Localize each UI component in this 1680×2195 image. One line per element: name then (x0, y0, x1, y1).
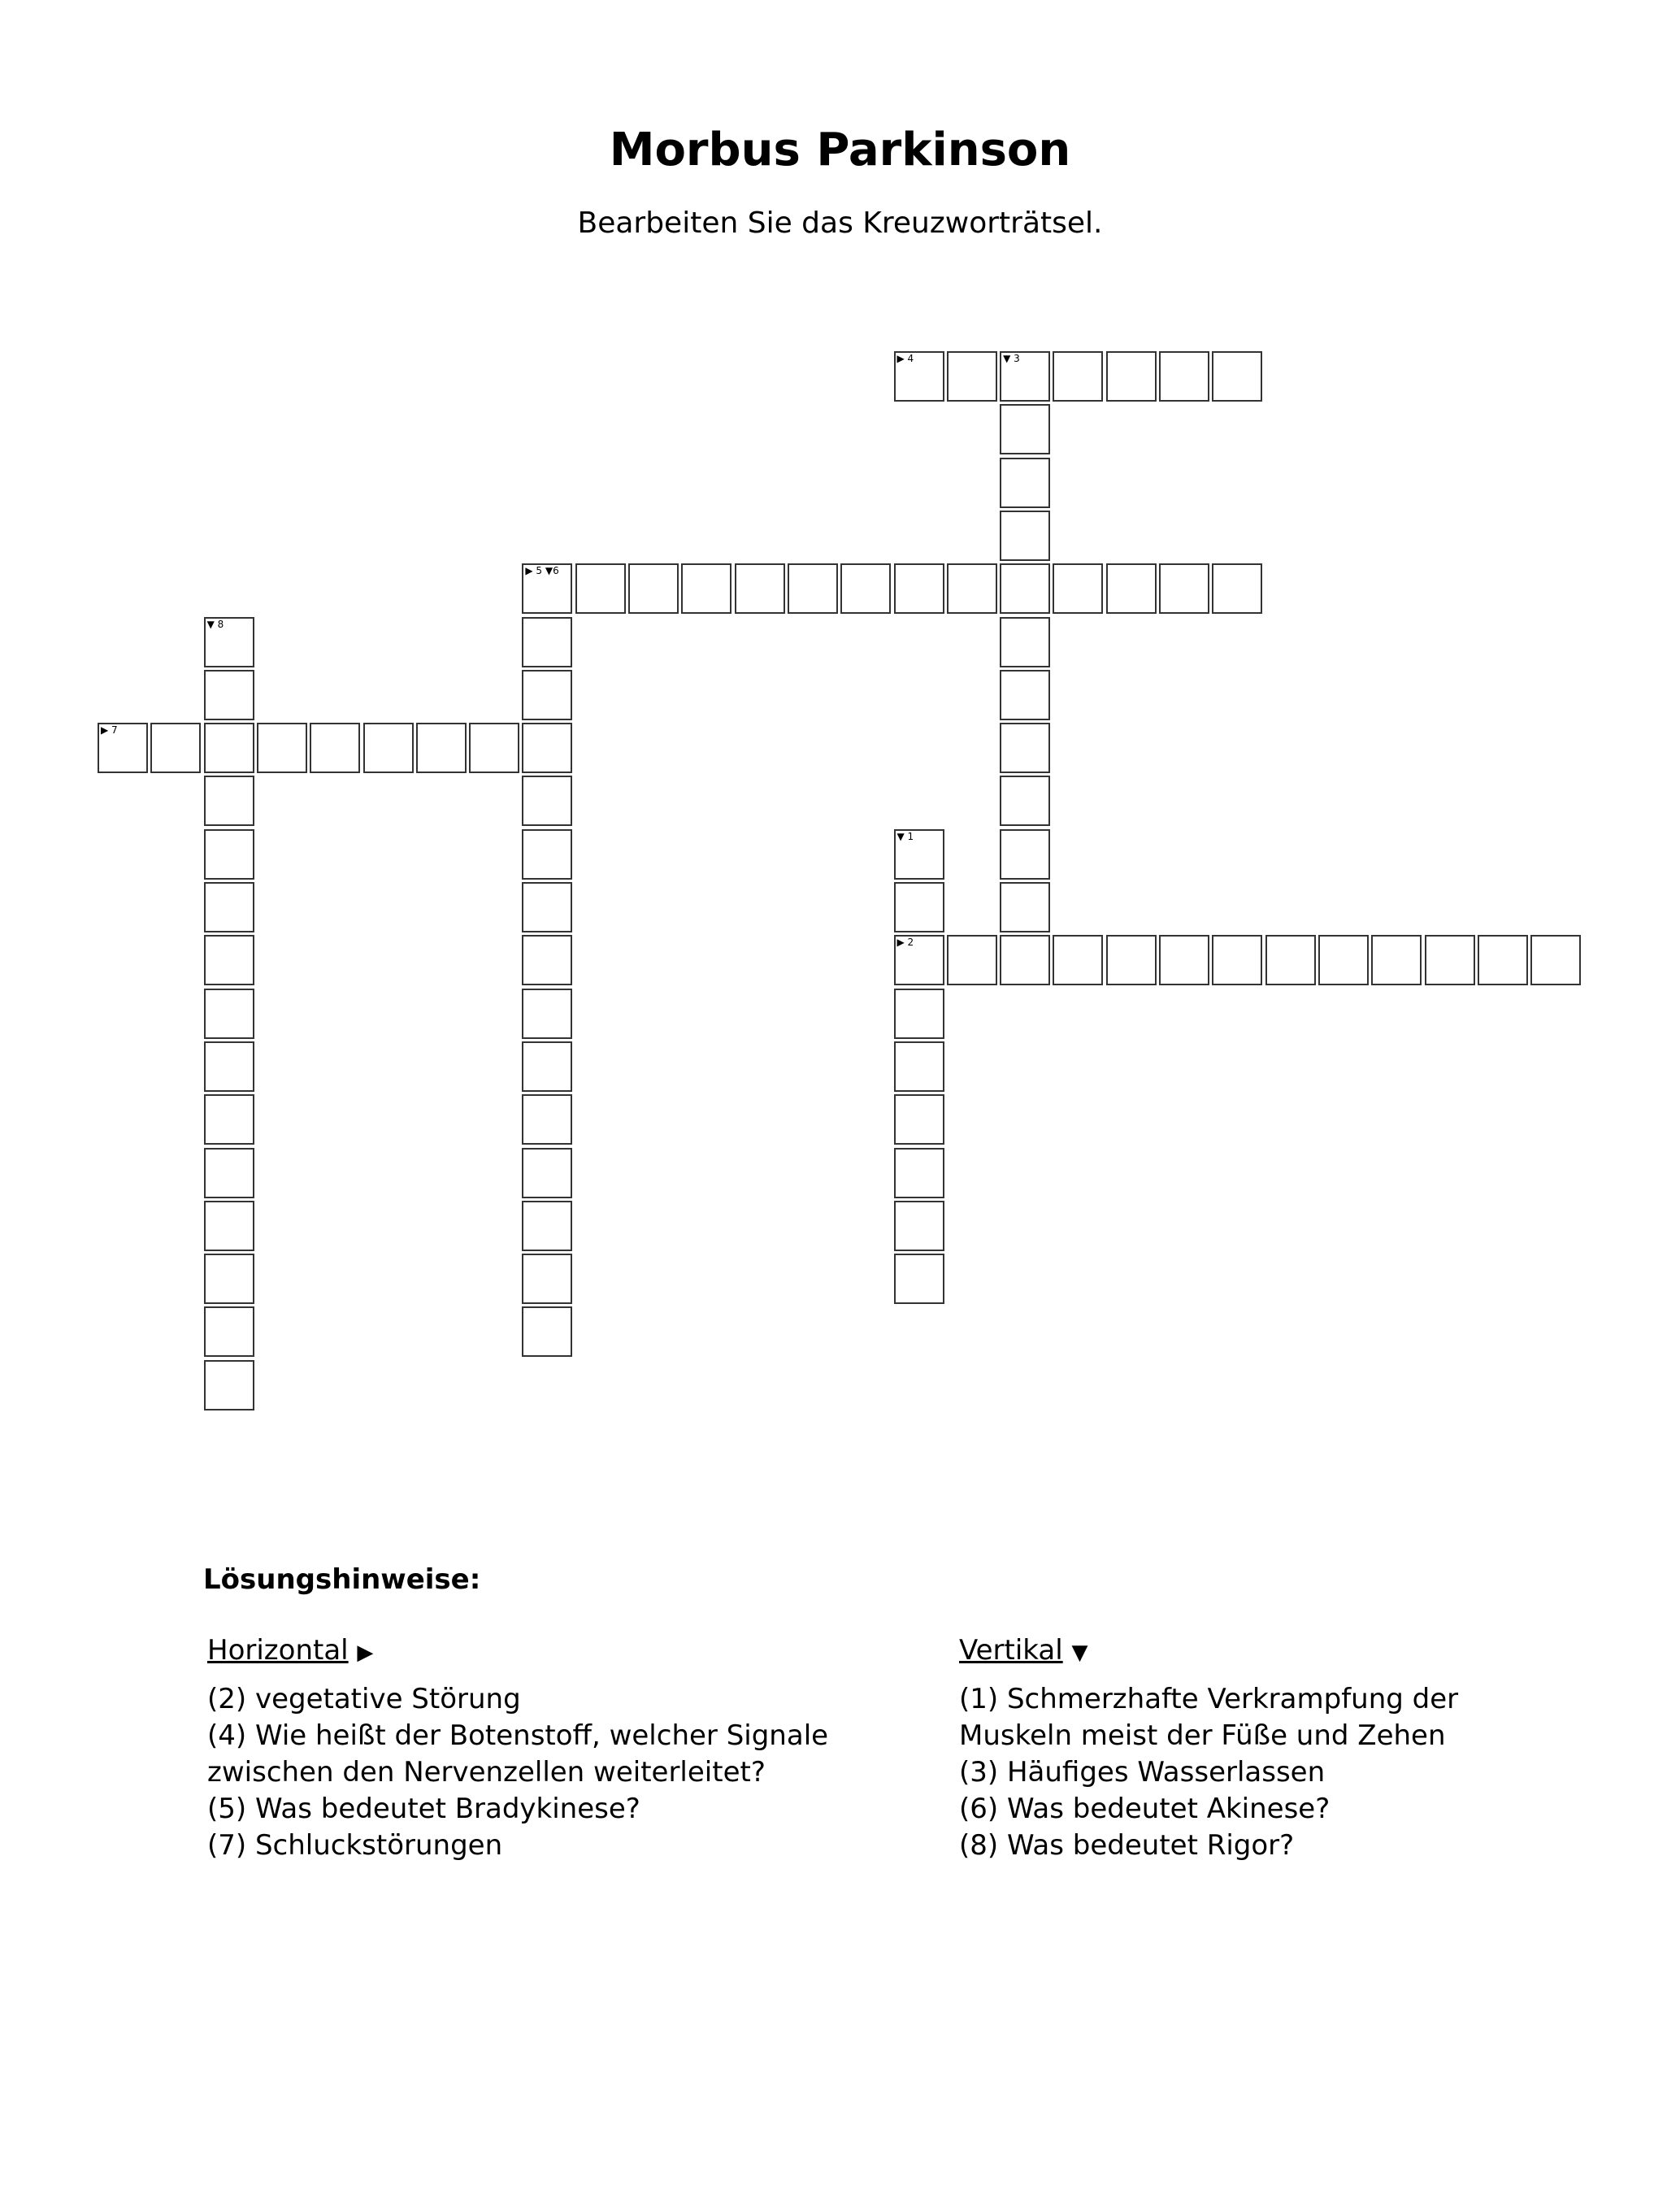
crossword-cell[interactable] (204, 617, 254, 667)
crossword-cell[interactable] (522, 563, 572, 614)
crossword-cell[interactable] (1265, 935, 1316, 985)
clue-number: ▼ 1 (896, 830, 914, 842)
crossword-cell[interactable] (1212, 563, 1262, 614)
crossword-cell[interactable] (204, 1041, 254, 1092)
crossword-cell[interactable] (1212, 351, 1262, 402)
crossword-cell[interactable] (204, 1094, 254, 1145)
crossword-cell[interactable] (257, 723, 307, 773)
crossword-cell[interactable] (1530, 935, 1581, 985)
crossword-cell[interactable] (204, 1201, 254, 1251)
down-arrow-icon: ▼ (1071, 1641, 1088, 1665)
crossword-cell[interactable] (1159, 563, 1209, 614)
crossword-cell[interactable] (522, 617, 572, 667)
crossword-cell[interactable] (204, 1360, 254, 1410)
crossword-cell[interactable] (469, 723, 519, 773)
crossword-cell[interactable] (98, 723, 148, 773)
crossword-cell[interactable] (1318, 935, 1369, 985)
crossword-cell[interactable] (894, 351, 944, 402)
clue-item: (5) Was bedeutet Bradykinese? (207, 1793, 640, 1825)
crossword-cell[interactable] (894, 882, 944, 932)
crossword-cell[interactable] (204, 935, 254, 985)
crossword-cell[interactable] (522, 1306, 572, 1357)
crossword-cell[interactable] (204, 829, 254, 880)
clue-item: (2) vegetative Störung (207, 1683, 521, 1715)
crossword-cell[interactable] (1053, 935, 1103, 985)
crossword-cell[interactable] (522, 776, 572, 826)
horizontal-heading (207, 1632, 906, 1671)
crossword-cell[interactable] (681, 563, 731, 614)
crossword-cell[interactable] (1000, 829, 1050, 880)
crossword-cell[interactable] (204, 1306, 254, 1357)
crossword-cell[interactable] (1106, 563, 1157, 614)
crossword-cell[interactable] (575, 563, 626, 614)
crossword-cell[interactable] (1053, 563, 1103, 614)
crossword-cell[interactable] (522, 1201, 572, 1251)
vertical-heading (959, 1632, 1528, 1671)
crossword-cell[interactable] (522, 935, 572, 985)
crossword-cell[interactable] (522, 989, 572, 1039)
clue-item: (6) Was bedeutet Akinese? (959, 1793, 1331, 1825)
crossword-cell[interactable] (1478, 935, 1528, 985)
crossword-cell[interactable] (1212, 935, 1262, 985)
crossword-cell[interactable] (894, 1148, 944, 1198)
crossword-cell[interactable] (840, 563, 891, 614)
crossword-cell[interactable] (628, 563, 679, 614)
clue-item: (1) Schmerzhafte Verkrampfung der Muskeln meist der Füße und Zehen (959, 1683, 1459, 1752)
crossword-cell[interactable] (1159, 935, 1209, 985)
clue-number: ▶ 7 (101, 724, 118, 737)
right-arrow-icon: ▶ (357, 1641, 374, 1665)
crossword-cell[interactable] (1106, 351, 1157, 402)
crossword-cell[interactable] (522, 829, 572, 880)
clue-item: (3) Häufiges Wasserlassen (959, 1756, 1326, 1789)
clue-item: (8) Was bedeutet Rigor? (959, 1829, 1295, 1862)
crossword-cell[interactable] (894, 1094, 944, 1145)
crossword-cell[interactable] (1053, 351, 1103, 402)
crossword-cell[interactable] (1000, 723, 1050, 773)
crossword-cell[interactable] (788, 563, 838, 614)
crossword-cell[interactable] (522, 1148, 572, 1198)
crossword-cell[interactable] (894, 1041, 944, 1092)
crossword-cell[interactable] (204, 776, 254, 826)
vertical-heading-label: Vertikal (959, 1634, 1063, 1667)
crossword-cell[interactable] (1000, 670, 1050, 720)
crossword-cell[interactable] (522, 1094, 572, 1145)
crossword-cell[interactable] (1159, 351, 1209, 402)
vertical-clues (959, 1632, 1528, 1864)
crossword-cell[interactable] (894, 935, 944, 985)
clue-number: ▶ 4 (896, 353, 914, 364)
crossword-cell[interactable] (204, 989, 254, 1039)
crossword-cell[interactable] (947, 351, 997, 402)
crossword-cell[interactable] (894, 1254, 944, 1304)
crossword-cell[interactable] (1000, 617, 1050, 667)
crossword-cell[interactable] (1425, 935, 1475, 985)
crossword-cell[interactable] (416, 723, 467, 773)
clue-number: ▶ 2 (896, 937, 914, 949)
crossword-cell[interactable] (1000, 776, 1050, 826)
crossword-cell[interactable] (522, 1254, 572, 1304)
crossword-cell[interactable] (522, 882, 572, 932)
page-subtitle: Bearbeiten Sie das Kreuzworträtsel. (577, 206, 1103, 240)
clue-number: ▼ 8 (206, 618, 224, 630)
crossword-cell[interactable] (310, 723, 360, 773)
crossword-cell[interactable] (894, 1201, 944, 1251)
crossword-cell[interactable] (363, 723, 414, 773)
crossword-cell[interactable] (735, 563, 785, 614)
crossword-cell[interactable] (947, 935, 997, 985)
crossword-cell[interactable] (204, 1148, 254, 1198)
crossword-cell[interactable] (894, 989, 944, 1039)
crossword-cell[interactable] (1000, 351, 1050, 402)
horizontal-clues (207, 1632, 906, 1864)
clue-item: (4) Wie heißt der Botenstoff, welcher Signale zwischen den Nervenzellen weiterleitet? (207, 1719, 829, 1789)
crossword-cell[interactable] (894, 563, 944, 614)
clue-number: ▼ 3 (1003, 353, 1020, 364)
clue-number: ▶ 5 ▼6 (525, 565, 559, 577)
crossword-cell[interactable] (1000, 404, 1050, 454)
crossword-cell[interactable] (1000, 563, 1050, 614)
crossword-cell[interactable] (522, 1041, 572, 1092)
crossword-cell[interactable] (150, 723, 201, 773)
crossword-cell[interactable] (204, 1254, 254, 1304)
crossword-cell[interactable] (204, 670, 254, 720)
horizontal-heading-label: Horizontal (207, 1634, 349, 1667)
crossword-cell[interactable] (522, 670, 572, 720)
crossword-cell[interactable] (1106, 935, 1157, 985)
crossword-cell[interactable] (947, 563, 997, 614)
crossword-cell[interactable] (522, 723, 572, 773)
crossword-cell[interactable] (204, 882, 254, 932)
crossword-cell[interactable] (204, 723, 254, 773)
crossword-cell[interactable] (1000, 458, 1050, 508)
crossword-cell[interactable] (1000, 935, 1050, 985)
clue-item: (7) Schluckstörungen (207, 1829, 503, 1862)
crossword-cell[interactable] (1371, 935, 1422, 985)
page-title: Morbus Parkinson (609, 124, 1071, 176)
crossword-cell[interactable] (1000, 882, 1050, 932)
hints-heading: Lösungshinweise: (203, 1563, 481, 1596)
crossword-cell[interactable] (894, 829, 944, 880)
crossword-cell[interactable] (1000, 511, 1050, 561)
